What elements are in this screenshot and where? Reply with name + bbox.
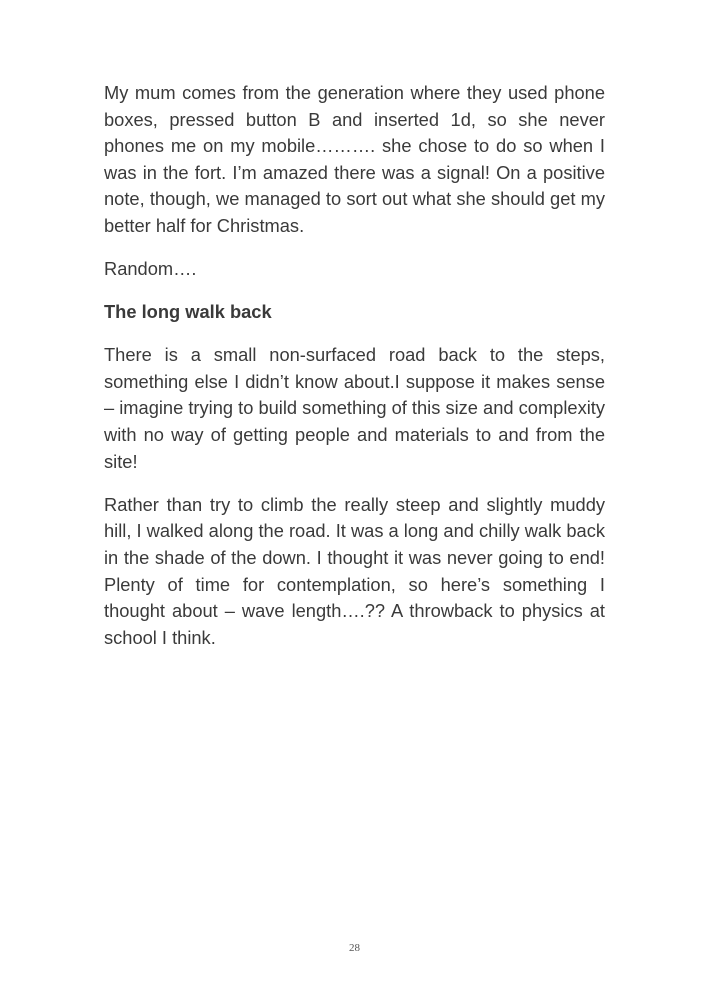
paragraph-mum-phone: My mum comes from the generation where they used phone boxes, pressed button B and inserted 1d, so she never phones me on my mobile………. she chose to do so when I was in the fort. I’m amazed there was a signal! On a positive note, though, we managed to sort out what she should get my better half for Christmas. [104,82,605,236]
paragraph-road: There is a small non-surfaced road back to the steps, something else I didn’t know about.I suppose it makes sense – imagine trying to build something of this size and complexity with no way of getting people and materials to and from the site! [104,344,605,472]
page-body [104,80,605,668]
paragraph-walk: Rather than try to climb the really steep and slightly muddy hill, I walked along the road. It was a long and chilly walk back in the shade of the down. I thought it was never going to end! Plenty of time for contemplation, so here’s something I thought about – wave length….?? A throwback to physics at school I think. [104,493,605,648]
page-number: 28 [349,942,360,954]
section-heading: The long walk back [104,301,272,323]
paragraph-random: Random…. [104,258,197,280]
